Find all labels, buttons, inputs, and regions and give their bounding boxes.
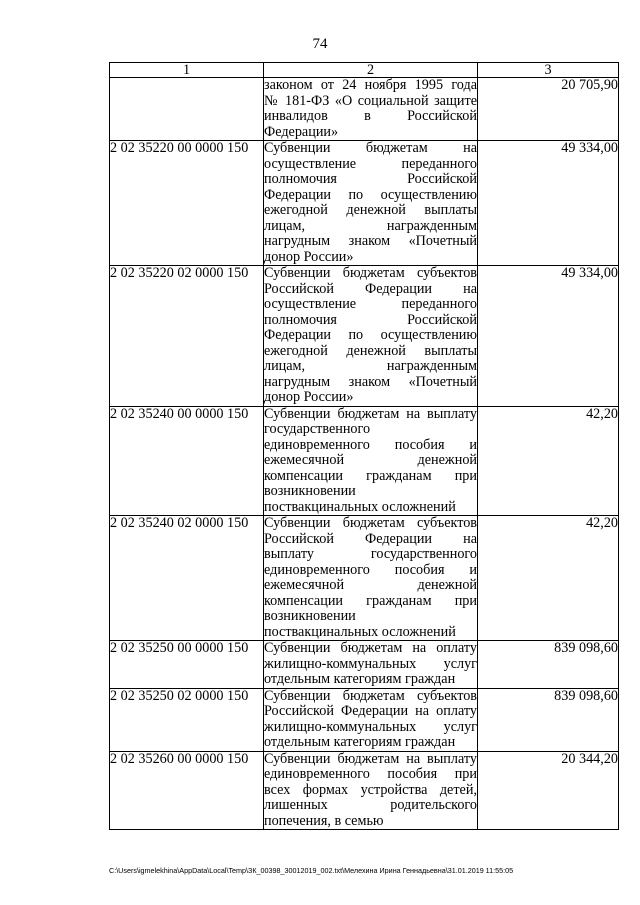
budget-code-cell: 2 02 35220 00 0000 150 [110,141,264,266]
description-line: ежемесячной денежной [264,452,477,468]
description-line: лицам, награжденным [264,217,477,234]
description-line: донор России» [264,248,354,265]
description-line: осуществление переданного [264,296,477,312]
description-line: ежегодной денежной выплаты [264,342,477,359]
page-number: 74 [312,36,328,52]
description-cell [264,688,478,751]
description-line: Российской Федерации на оплату [264,703,477,719]
amount-cell: 42,20 [478,516,619,641]
description-line: возникновении [264,608,356,624]
amount-cell: 42,20 [478,406,619,516]
description-cell [264,266,478,407]
table-row [110,751,619,830]
table-header-row [110,63,619,78]
description-line: Субвенции бюджетам на [264,140,477,156]
description-cell [264,516,478,641]
description-line: Российской Федерации на [264,280,477,297]
amount-cell: 49 334,00 [478,266,619,407]
budget-code-cell: 2 02 35250 02 0000 150 [110,688,264,751]
amount-cell: 20 705,90 [478,78,619,141]
description-line: полномочия Российской [264,311,477,328]
description-line: нагрудным знаком «Почетный [264,373,477,390]
description-line: № 181-ФЗ «О социальной защите [264,92,477,109]
amount-cell: 20 344,20 [478,751,619,830]
description-line: Российской Федерации на [264,530,477,547]
description-line: компенсации гражданам при [264,467,477,484]
table-row [110,516,619,641]
description-line: возникновении [264,483,356,499]
budget-table [109,62,619,830]
description-line: поствакцинальных осложнений [264,498,456,515]
description-line: донор России» [264,389,354,405]
description-line: Федерации» [264,123,339,140]
description-cell [264,141,478,266]
budget-code-cell: 2 02 35260 00 0000 150 [110,751,264,830]
description-line: Субвенции бюджетам на выплату [264,405,477,422]
description-line: ежегодной денежной выплаты [264,202,477,218]
column-header-1: 1 [110,63,264,78]
description-cell [264,751,478,830]
table-row [110,78,619,141]
table-row [110,141,619,266]
table-row [110,406,619,516]
description-line: Субвенции бюджетам на выплату [264,750,477,767]
budget-code-cell: 2 02 35250 00 0000 150 [110,641,264,689]
description-cell [264,406,478,516]
amount-cell: 839 098,60 [478,641,619,689]
description-line: поствакцинальных осложнений [264,623,456,640]
description-cell [264,641,478,689]
budget-code-cell: 2 02 35220 02 0000 150 [110,266,264,407]
description-line: компенсации гражданам при [264,592,477,609]
table-row [110,641,619,689]
description-line: законом от 24 ноября 1995 года [264,77,477,93]
description-line: нагрудным знаком «Почетный [264,233,477,249]
description-line: Субвенции бюджетам субъектов [264,687,477,704]
footer-file-path: C:\Users\igmelekhina\AppData\Local\Temp\ЗК_00398_30012019_002.txt\Мелехина Ирина Геннадьевна\31.01.2019 11:55:05 [109,866,514,875]
table-row [110,266,619,407]
description-line: Субвенции бюджетам на оплату [264,640,477,656]
description-line: всех формах устройства детей, [264,781,477,798]
description-line: выплату государственного [264,546,477,562]
amount-cell: 49 334,00 [478,141,619,266]
description-line: Субвенции бюджетам субъектов [264,515,477,531]
description-line: отдельным категориям граждан [264,671,456,687]
table-body [110,78,619,830]
description-line: полномочия Российской [264,171,477,187]
description-line: жилищно-коммунальных услуг [264,655,477,672]
description-line: государственного [264,421,371,437]
amount-cell: 839 098,60 [478,688,619,751]
budget-code-cell [110,78,264,141]
description-line: попечения, в семью [264,812,384,829]
description-line: единовременного пособия и [264,561,477,578]
description-line: инвалидов в Российской [264,108,477,124]
description-line: единовременного пособия при [264,766,477,782]
description-line: отдельным категориям граждан [264,734,456,750]
budget-code-cell: 2 02 35240 00 0000 150 [110,406,264,516]
column-header-2: 2 [264,63,478,78]
description-line: лишенных родительского [264,797,477,813]
description-line: Федерации по осуществлению [264,327,477,343]
description-line: Субвенции бюджетам субъектов [264,265,477,281]
description-line: осуществление переданного [264,155,477,172]
description-line: единовременного пособия и [264,436,477,453]
budget-code-cell: 2 02 35240 02 0000 150 [110,516,264,641]
description-line: Федерации по осуществлению [264,186,477,203]
description-line: ежемесячной денежной [264,577,477,593]
description-line: жилищно-коммунальных услуг [264,718,477,735]
column-header-3: 3 [478,63,619,78]
table-row [110,688,619,751]
description-cell [264,78,478,141]
description-line: лицам, награжденным [264,358,477,374]
